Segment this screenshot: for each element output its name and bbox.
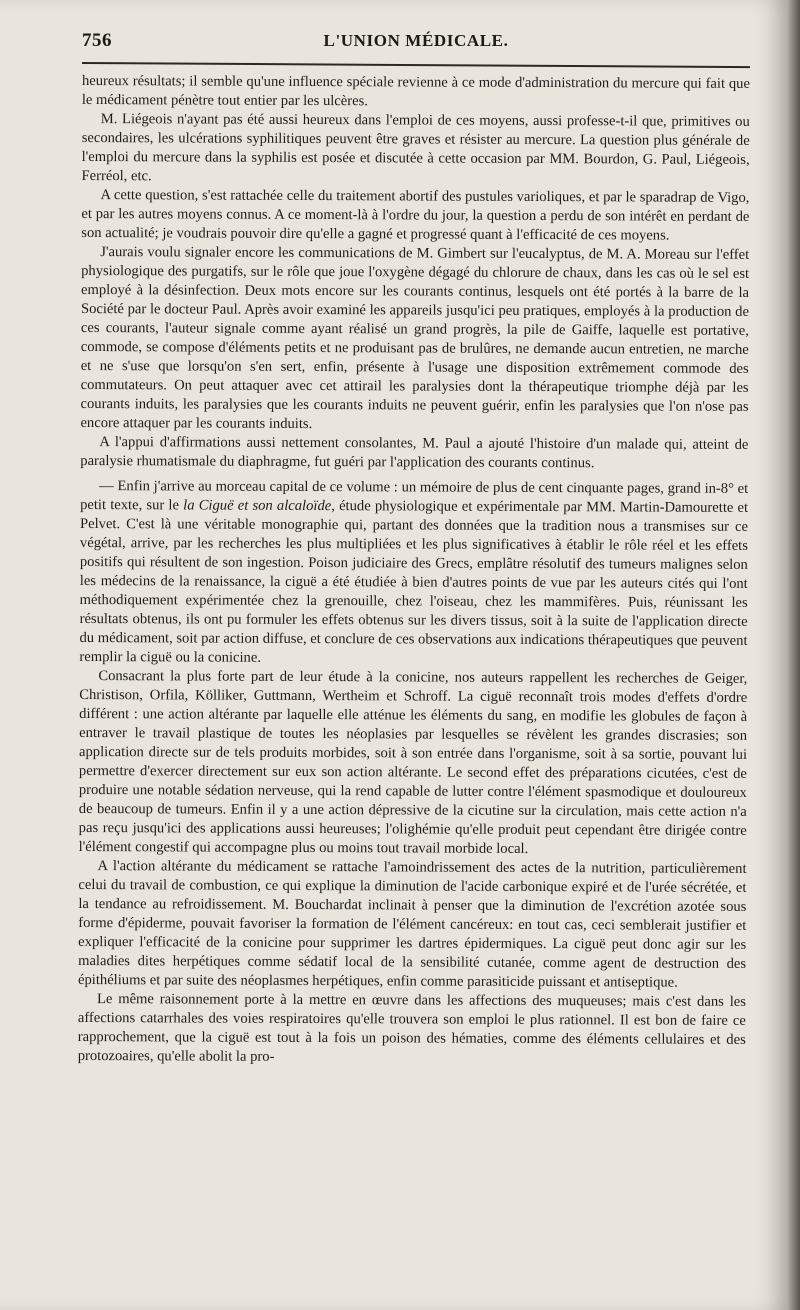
paragraph: heureux résultats; il semble qu'une influence spéciale revienne à ce mode d'administration du mercure qui fait que le médicament pénètre tout entier par les ulcères. — [81, 72, 750, 110]
paragraph: J'aurais voulu signaler encore les communications de M. Gimbert sur l'eucalyptus, de M. A. Moreau sur l'effet physiologique des purgatifs, sur le rôle que joue l'oxygène dégagé du chlorure de chaux, dans les cas où le sel est employé à la désinfection. Deux mots encore sur les courants continus, lesquels ont été portés à la barre de la Société par le docteur Paul. Après avoir examiné les appareils jusqu'ici peu pratiques, employés à la production de ces courants, l'auteur signale comme ayant réalisé un grand progrès, la pile de Gaiffe, laquelle est portative, commode, se compose d'éléments petits et ne produisant pas de brulûres, ne demande aucun entretien, ne marche et ne s'use que lorsqu'on s'en sert, enfin, présente à l'usage une disposition extrêmement commode des commutateurs. On peut attaquer avec cet attirail les paralysies dont la thérapeutique triomphe déjà par les courants induits, les paralysies que les courants induits ne peuvent guérir, enfin les paralysies que l'on n'ose pas encore attaquer par les courants induits. — [80, 244, 750, 433]
paragraph-text: , étude physiologique et expérimentale par MM. Martin-Damourette et Pelvet. C'est là une véritable monographie qui, partant des données que la tradition nous a transmises sur ce végétal, arrive, par les recherches les plus multipliées et les plus significatives à établir le rôle réel et les effets positifs qui résultent de son ingestion. Poison judiciaire des Grecs, emplâtre résolutif des tumeurs malignes selon les médecins de la renaissance, la ciguë a été étudiée à bien d'autres points de vue par les auteurs cités qui l'ont méthodiquement expérimentée chez la grenouille, chez l'oiseau, chez les mammifères. Puis, réunissant les résultats obtenus, ils ont pu formuler les effets obtenus sur les divers tissus, soit à la suite de l'application directe du médicament, soit par action diffuse, et conclure de ces observations aux indications thérapeutiques que peuvent remplir la ciguë ou la conicine. — [79, 498, 749, 666]
paragraph: Consacrant la plus forte part de leur étude à la conicine, nos auteurs rappellent les recherches de Geiger, Christison, Orfila, Kölliker, Guttmann, Wertheim et Schroff. La ciguë reconnaît trois modes d'effets d'ordre différent : une action altérante par laquelle elle atténue les éléments du sang, en modifie les globules de façon à entraver le travail plastique de toutes les néoplasies par lesquelles se révèlent les grandes discrasies; son application directe sur de tels produits morbides, soit à son entrée dans l'organisme, soit à sa sortie, pouvant lui permettre d'exercer directement sur eux son action altérante. Le second effet des préparations cicutées, c'est de produire une notable sédation nerveuse, qui la rend capable de lutter contre l'élément spasmodique et douloureux de beaucoup de tumeurs. Enfin il y a une action dépressive de la cicutine sur la circulation, mais cette action n'a pas reçu jusqu'ici des applications aussi heureuses; l'olighémie qu'elle produit peut cependant être dirigée contre l'élément congestif qui accompagne plus ou moins tout travail morbide local. — [78, 668, 748, 857]
book-title: la Ciguë et son alcaloïde — [183, 497, 332, 515]
paragraph: A cette question, s'est rattachée celle du traitement abortif des pustules varioliques, et par le sparadrap de Vigo, et par les autres moyens connus. A ce moment-là à l'ordre du jour, la question a perdu de son intérêt en perdant de son actualité; je voudrais pouvoir dire qu'elle a gagné et progressé quant à l'efficacité de ces moyens. — [81, 187, 750, 244]
page-edge-shadow — [786, 0, 800, 1310]
paragraph-cigue — [79, 477, 748, 670]
running-title: L'UNION MÉDICALE. — [323, 31, 509, 50]
paragraph-text: — Enfin j'arrive au morceau capital de ce volume : un mémoire de plus de cent cinquante pages, grand in-8° et petit texte, sur le — [80, 478, 749, 514]
paragraph: M. Liégeois n'ayant pas été aussi heureux dans l'emploi de ces moyens, aussi professe-t-il que, primitives ou secondaires, les ulcérations syphilitiques peuvent être graves et résister au mercure. La question plus générale de l'emploi du mercure dans la syphilis est posée et discutée à cette occasion par MM. Bourdon, G. Paul, Liégeois, Ferréol, etc. — [81, 111, 750, 185]
article-body — [78, 72, 750, 1069]
paragraph: A l'appui d'affirmations aussi nettement consolantes, M. Paul a ajouté l'histoire d'un malade qui, atteint de paralysie rhumatismale du diaphragme, fut guéri par l'application des courants continus. — [80, 434, 749, 472]
header-rule — [82, 62, 750, 68]
page-number: 756 — [82, 30, 112, 51]
page-header — [82, 30, 750, 56]
paragraph: A l'action altérante du médicament se rattache l'amoindrissement des actes de la nutrition, particulièrement celui du travail de combustion, ce qui explique la diminution de l'acide carbonique expiré et de l'urée sécrétée, et la tendance au refroidissement. M. Bouchardat inclinait à penser que la diminution de l'excrétion azotée sous forme d'épiderme, pouvait favoriser la formation de l'élément cancéreux: en tout cas, ceci semblerait justifier et expliquer l'efficacité de la conicine pour supprimer les dartres épidermiques. La ciguë peut donc agir sur les maladies dites herpétiques comme sédatif local de la sensibilité cutanée, comme agent de destruction des épithéliums et par suite des néoplasmes herpétiques, enfin comme parasiticide puissant et antiseptique. — [78, 858, 747, 991]
paragraph: Le même raisonnement porte à la mettre en œuvre dans les affections des muqueuses; mais c'est dans les affections catarrhales des voies respiratoires qu'elle trouvera son emploi le plus rationnel. Il est bon de faire ce rapprochement, que la ciguë est tout à la fois un poison des hématies, comme des éléments cellulaires et des protozoaires, qu'elle abolit la pro- — [77, 991, 746, 1065]
